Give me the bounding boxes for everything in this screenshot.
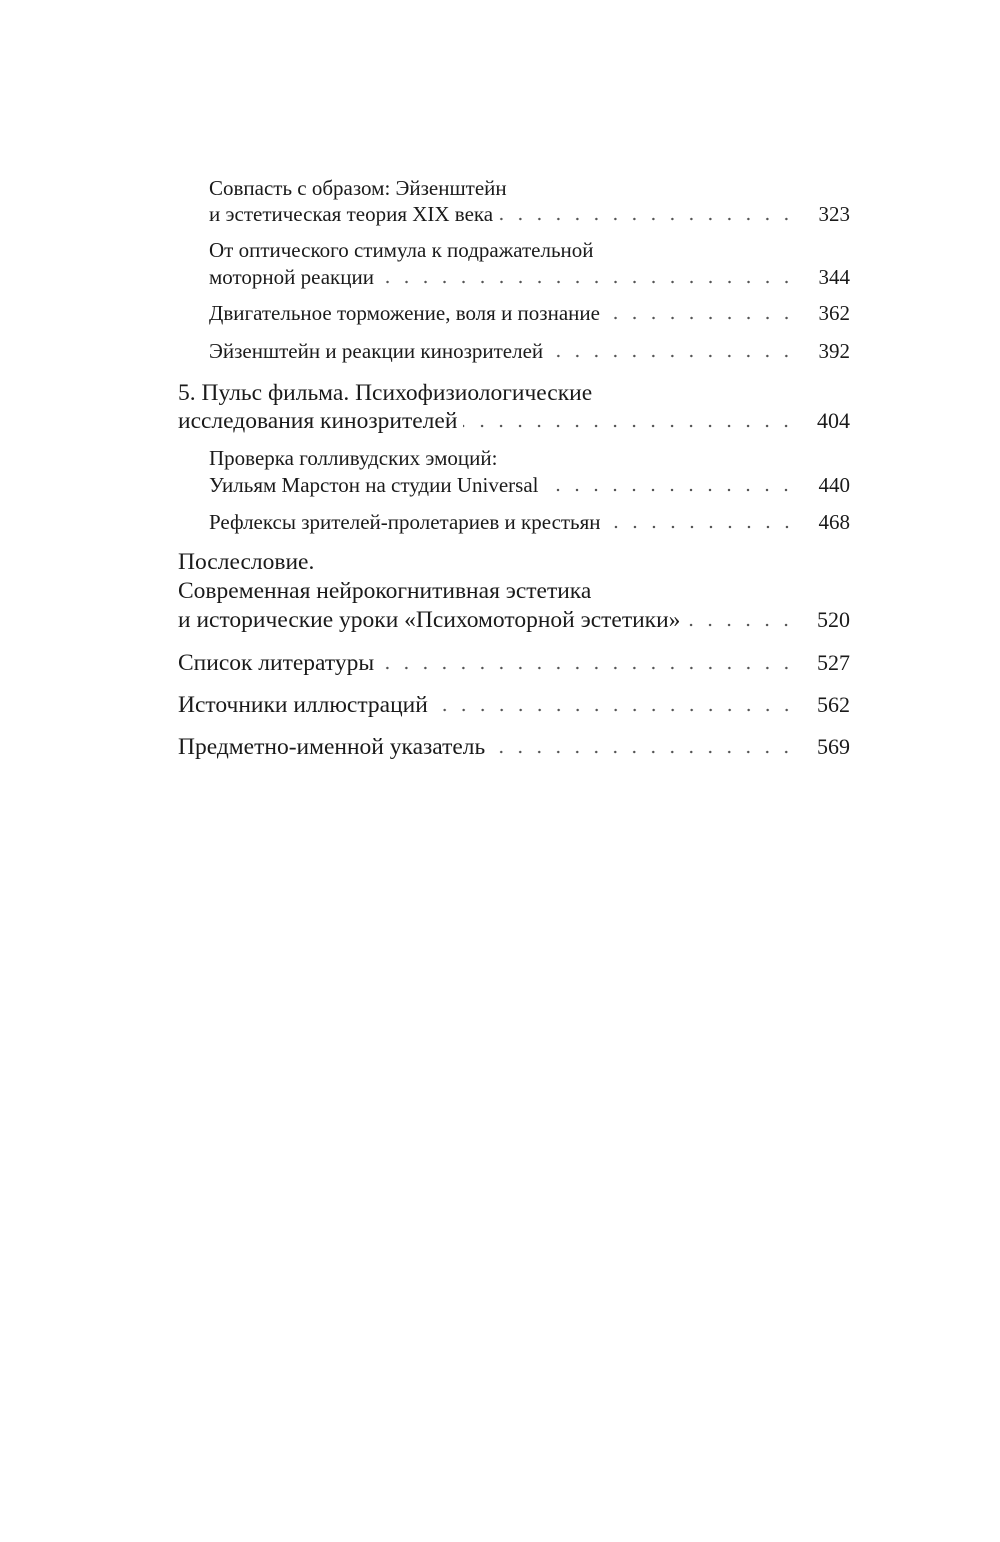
toc-entry-title: Источники иллюстраций [178, 692, 428, 718]
toc-entry-title: Уильям Марстон на студии Universal [209, 473, 539, 497]
toc-entry-title: Послесловие. [178, 549, 315, 575]
toc-entry-title: Эйзенштейн и реакции кинозрителей [209, 339, 544, 363]
toc-entry-title: Список литературы [178, 650, 375, 676]
toc-entry-title: и эстетическая теория XIX века [209, 202, 494, 226]
dot-leader [463, 421, 796, 431]
dot-leader [380, 663, 796, 673]
toc-page-number: 520 [817, 607, 850, 632]
toc-entry-title: исследования кинозрителей [178, 408, 458, 434]
dot-leader [549, 351, 796, 361]
toc-entry-title: Двигательное торможение, воля и познание [209, 301, 600, 325]
toc-entry-title: моторной реакции [209, 265, 374, 289]
toc-page-number: 323 [818, 202, 850, 226]
dot-leader [491, 747, 796, 757]
dot-leader [607, 522, 796, 532]
toc-entry-title: От оптического стимула к подражательной [209, 238, 594, 262]
toc-page-number: 527 [817, 650, 850, 675]
toc-entry-title: Рефлексы зрителей-пролетариев и крестьян [209, 510, 601, 534]
toc-page-number: 468 [818, 510, 850, 534]
toc-page-number: 562 [817, 692, 850, 717]
dot-leader [606, 313, 796, 323]
toc-entry-title: 5. Пульс фильма. Психофизиологические [178, 380, 593, 406]
dot-leader [544, 485, 796, 495]
toc-entry-title: Современная нейрокогнитивная эстетика [178, 578, 592, 604]
toc-page-number: 440 [818, 473, 850, 497]
toc-entry-title: Проверка голливудских эмоций: [209, 446, 498, 470]
toc-entry-title: Предметно-именной указатель [178, 734, 486, 760]
toc-page-number: 569 [817, 734, 850, 759]
toc-page-number: 362 [818, 301, 850, 325]
dot-leader [380, 277, 796, 287]
toc-page-number: 404 [817, 408, 850, 433]
dot-leader [434, 705, 796, 715]
dot-leader [686, 620, 796, 630]
toc-page-number: 344 [818, 265, 850, 289]
dot-leader [499, 214, 796, 224]
toc-page-number: 392 [818, 339, 850, 363]
toc-entry-title: Совпасть с образом: Эйзенштейн [209, 176, 507, 200]
toc-entry-title: и исторические уроки «Психомоторной эстетики» [178, 607, 681, 633]
